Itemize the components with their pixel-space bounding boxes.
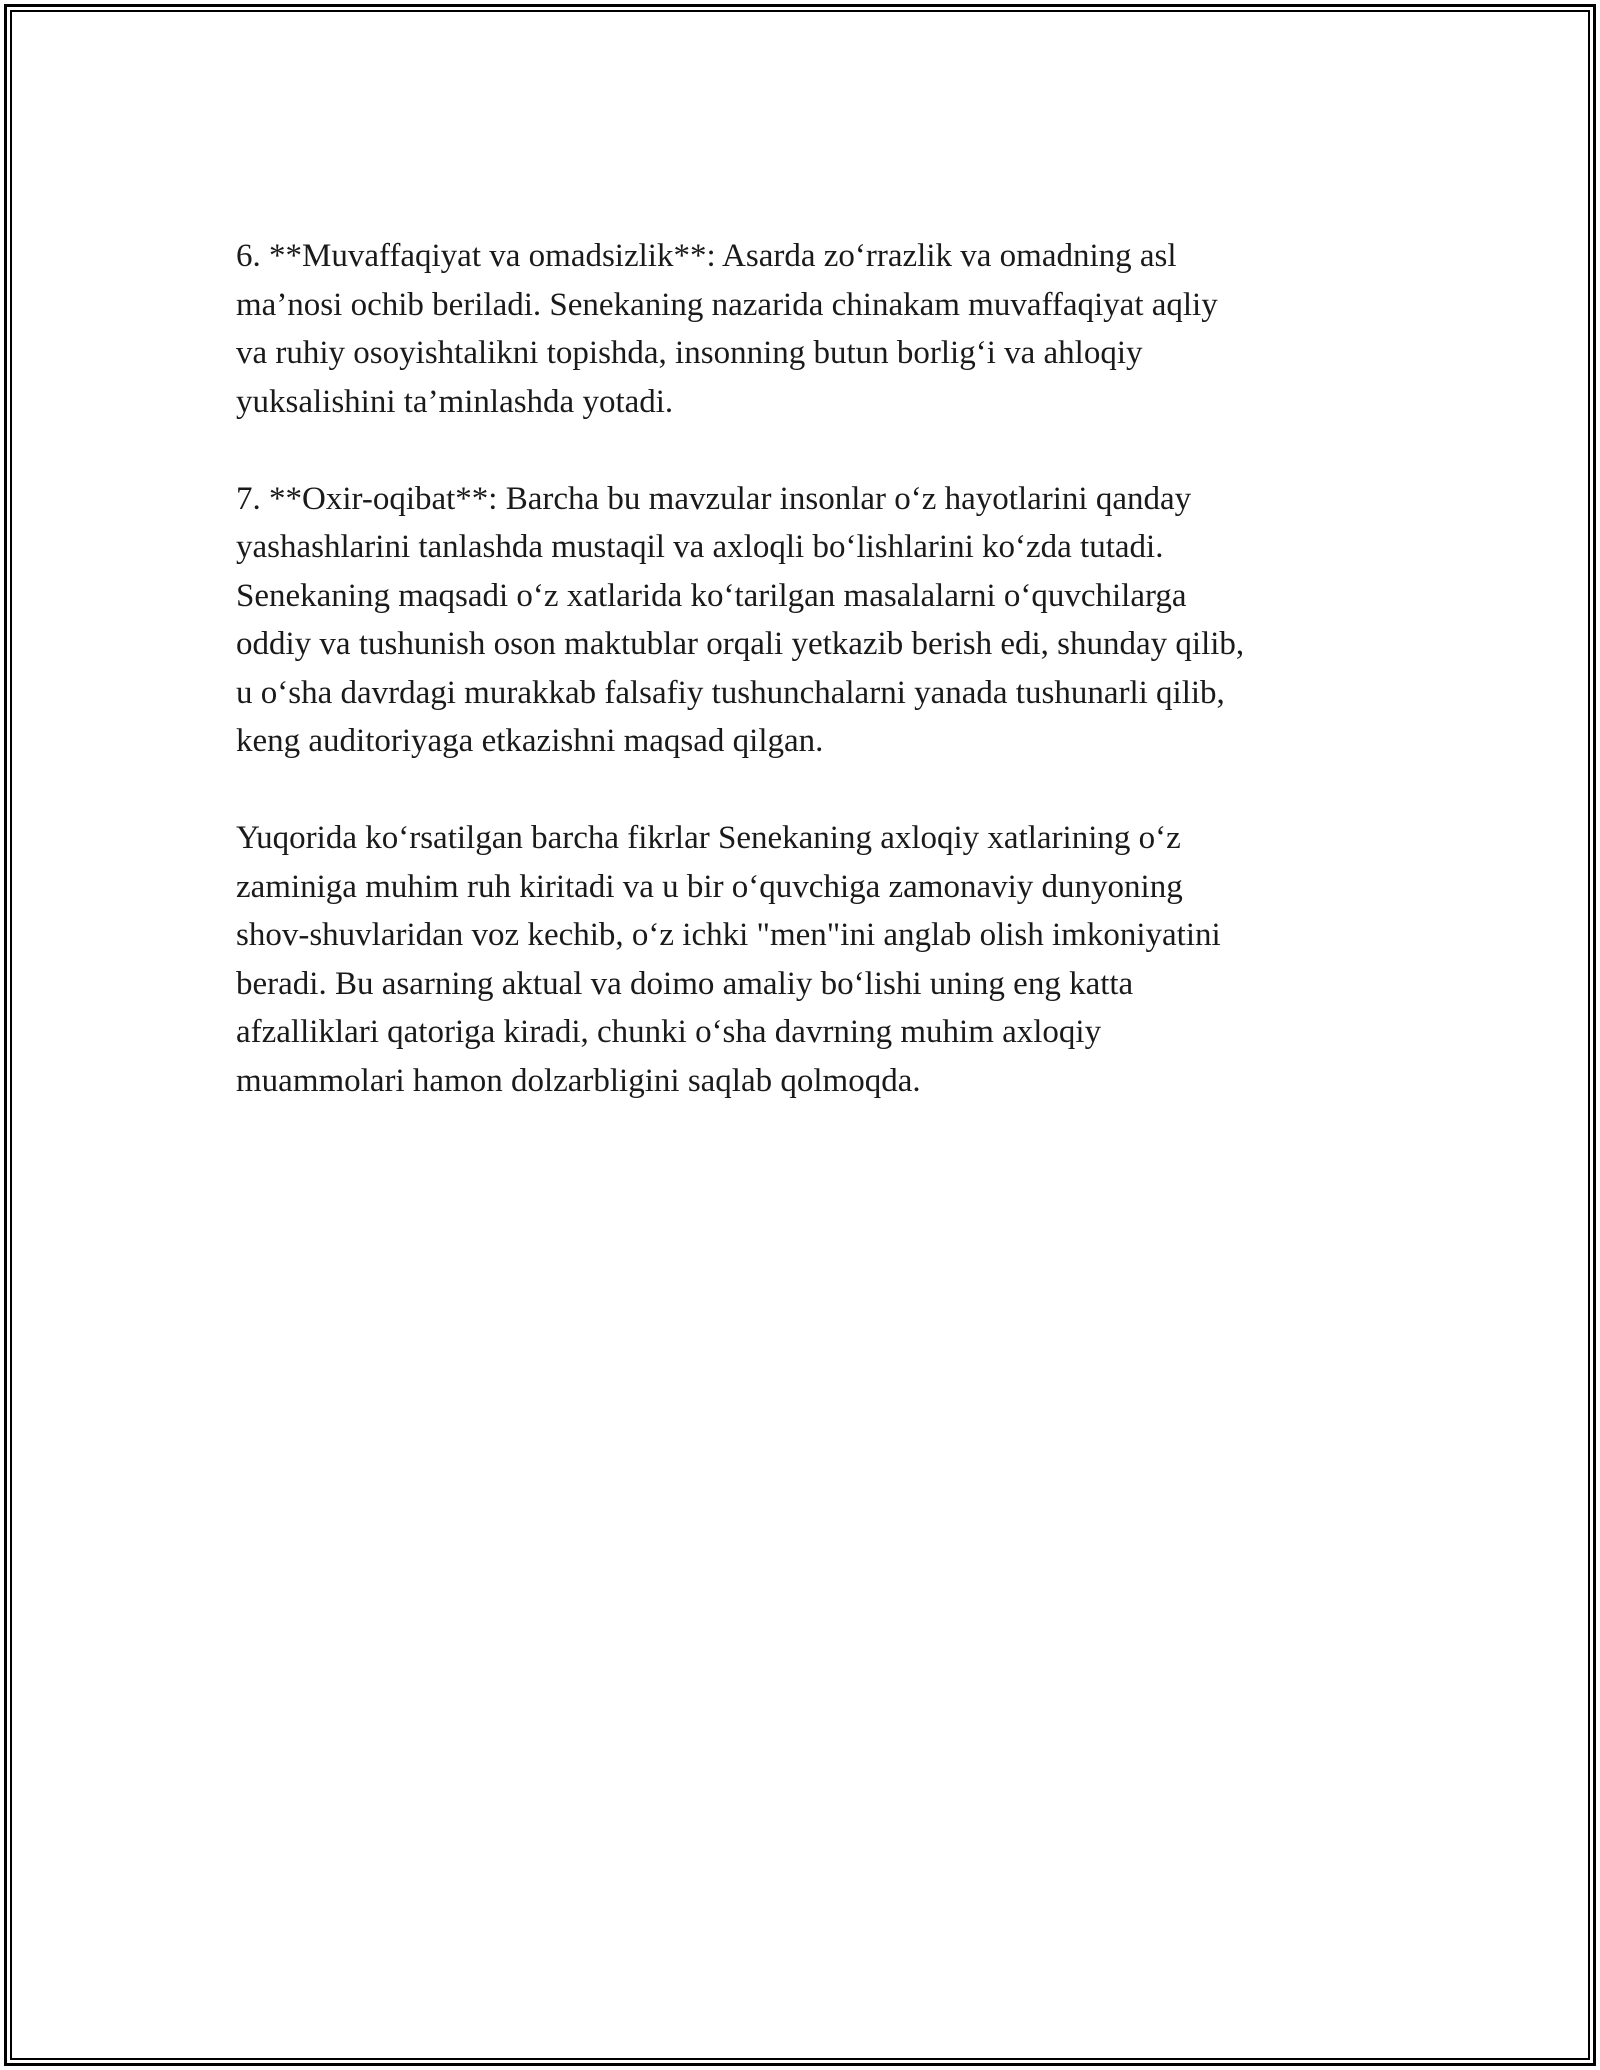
text-line: ma’nosi ochib beriladi. Senekaning nazarida chinakam muvaffaqiyat aqliy xyxy=(236,286,1218,323)
paragraph-item-7 xyxy=(236,475,1376,766)
text-line: shov-shuvlaridan voz kechib, o‘z ichki "men"ini anglab olish imkoniyatini xyxy=(236,917,1221,953)
text-line: beradi. Bu asarning aktual va doimo amaliy bo‘lishi uning eng katta xyxy=(236,965,1134,1002)
text-line: 6. **Muvaffaqiyat va omadsizlik**: Asarda zo‘rrazlik va omadning asl xyxy=(236,238,1177,274)
text-line: u o‘sha davrdagi murakkab falsafiy tushunchalarni yanada tushunarli qilib, xyxy=(236,674,1225,711)
text-line: keng auditoriyaga etkazishni maqsad qilgan. xyxy=(236,723,824,759)
text-line: yashashlarini tanlashda mustaqil va axloqli bo‘lishlarini ko‘zda tutadi. xyxy=(236,529,1164,565)
text-line: oddiy va tushunish oson maktublar orqali yetkazib berish edi, shunday qilib, xyxy=(236,626,1245,662)
text-line: zaminiga muhim ruh kiritadi va u bir o‘quvchiga zamonaviy dunyoning xyxy=(236,868,1183,905)
text-line: afzalliklari qatoriga kiradi, chunki o‘sha davrning muhim axloqiy xyxy=(236,1014,1102,1050)
document-body xyxy=(236,232,1376,1154)
text-line: Senekaning maqsadi o‘z xatlarida ko‘tarilgan masalalarni o‘quvchilarga xyxy=(236,577,1187,614)
text-line: 7. **Oxir-oqibat**: Barcha bu mavzular insonlar o‘z hayotlarini qanday xyxy=(236,480,1192,517)
text-line: Yuqorida ko‘rsatilgan barcha fikrlar Senekaning axloqiy xatlarining o‘z xyxy=(236,820,1181,856)
text-line: yuksalishini ta’minlashda yotadi. xyxy=(236,383,674,420)
text-line: muammolari hamon dolzarbligini saqlab qolmoqda. xyxy=(236,1062,921,1099)
paragraph-conclusion xyxy=(236,814,1376,1105)
text-line: va ruhiy osoyishtalikni topishda, insonning butun borlig‘i va ahloqiy xyxy=(236,335,1143,371)
paragraph-item-6 xyxy=(236,232,1376,426)
